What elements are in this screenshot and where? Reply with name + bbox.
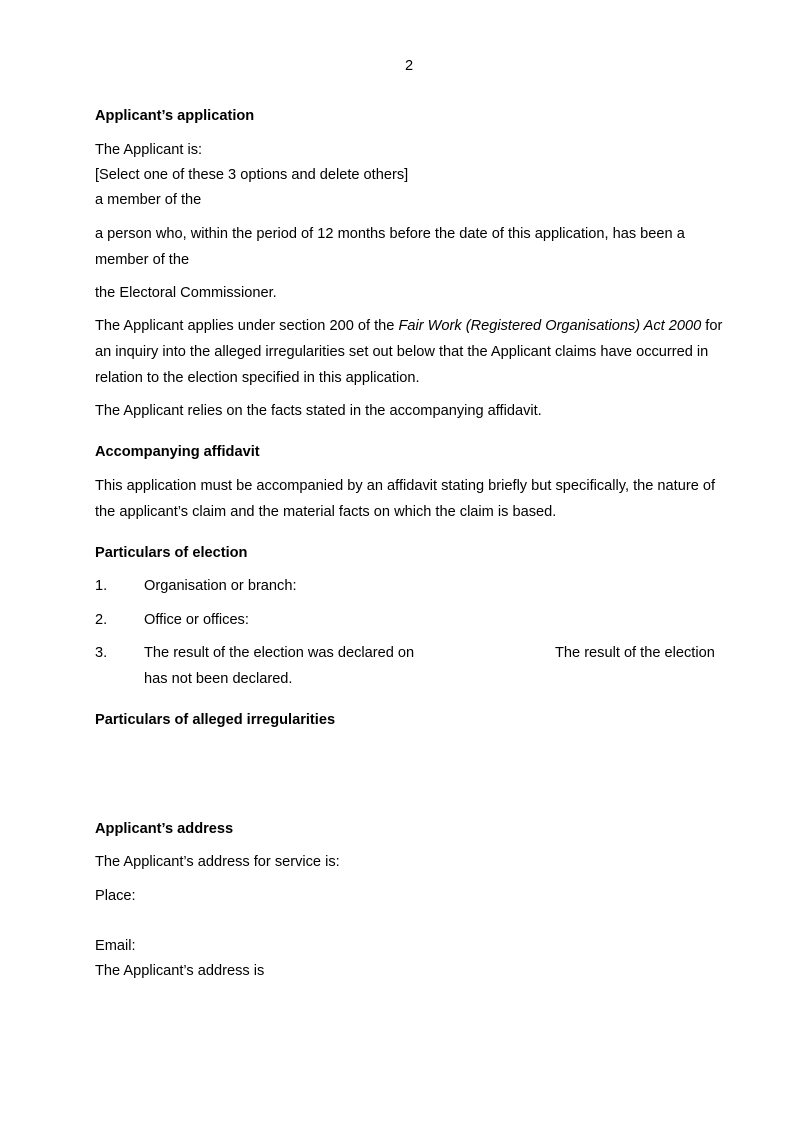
- option-member: a member of the: [95, 192, 202, 208]
- applies-paragraph: [95, 313, 725, 391]
- heading-particulars-election: Particulars of election: [95, 545, 248, 561]
- item-result-alt-line2: has not been declared.: [144, 671, 293, 687]
- item-organisation-branch: Organisation or branch:: [144, 578, 297, 594]
- address-email-label: Email:: [95, 938, 136, 954]
- address-service: The Applicant’s address for service is:: [95, 854, 340, 870]
- address-place-label: Place:: [95, 888, 136, 904]
- item-number: 1.: [95, 578, 108, 594]
- option-former-member: a person who, within the period of 12 months before the date of this application, has been a member of the: [95, 226, 685, 268]
- address-is: The Applicant’s address is: [95, 963, 265, 979]
- heading-applicant-application: Applicant’s application: [95, 108, 255, 124]
- heading-accompanying-affidavit: Accompanying affidavit: [95, 444, 260, 460]
- act-name: Fair Work (Registered Organisations) Act 2000: [398, 318, 702, 334]
- item-result-declared: The result of the election was declared on: [144, 645, 415, 661]
- heading-alleged-irregularities: Particulars of alleged irregularities: [95, 712, 336, 728]
- page-number: 2: [404, 58, 414, 74]
- item-number: 3.: [95, 645, 108, 661]
- relies-paragraph: The Applicant relies on the facts stated in the accompanying affidavit.: [95, 403, 542, 419]
- option-commissioner: the Electoral Commissioner.: [95, 285, 277, 301]
- applies-after: for an inquiry into the alleged irregularities set out below that the Applicant claims have occurred in relation to the election specified in this application.: [95, 318, 723, 386]
- select-instruction: [Select one of these 3 options and delete others]: [95, 167, 409, 183]
- affidavit-paragraph: This application must be accompanied by an affidavit stating briefly but specifically, the nature of the applicant’s claim and the material facts on which the claim is based.: [95, 478, 716, 520]
- applies-before: The Applicant applies under section 200 of the: [95, 318, 399, 334]
- heading-applicant-address: Applicant’s address: [95, 821, 234, 837]
- item-office: Office or offices:: [144, 612, 249, 628]
- item-result-alt-line1: The result of the election: [555, 645, 715, 661]
- applicant-is: The Applicant is:: [95, 142, 203, 158]
- item-number: 2.: [95, 612, 108, 628]
